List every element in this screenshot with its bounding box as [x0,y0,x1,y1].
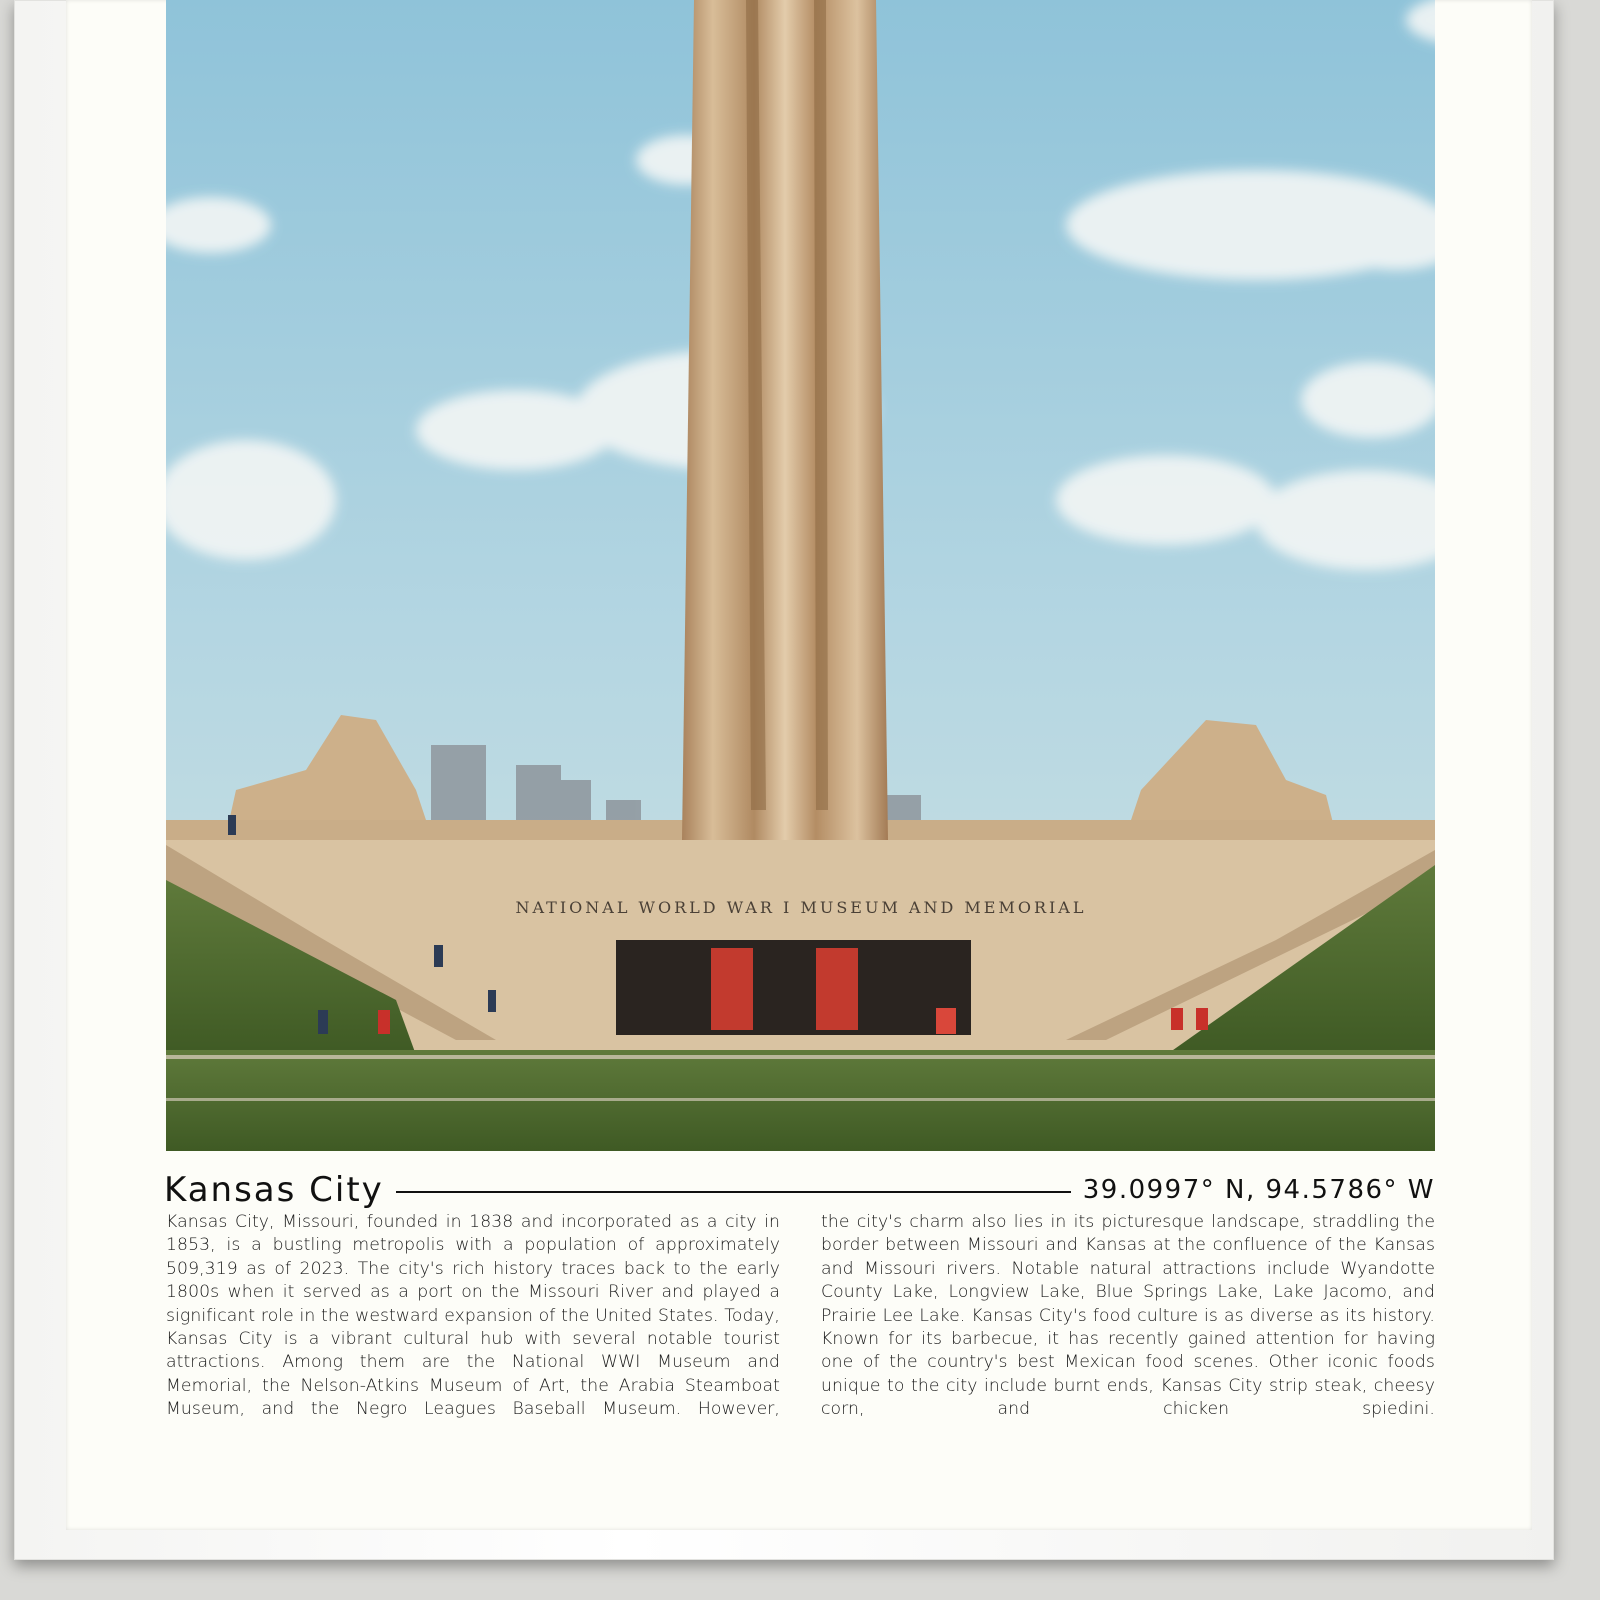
title-divider-line [396,1191,1071,1193]
coordinates-label: 39.0997° N, 94.5786° W [1082,1175,1435,1205]
memorial-inscription: NATIONAL WORLD WAR I MUSEUM AND MEMORIAL [515,898,1087,917]
description-right-column: the city's charm also lies in its picturesque landscape, straddling the border between Missouri and Kansas at the confluence of the Kansas and Missouri rivers. Notable natural attractions include Wyandotte County Lake, Longview Lake, Blue Springs Lake, Lake Jacomo, and Prairie Lee Lake. Kansas City's food culture is as diverse as its history. Known for its barbecue, it has recently gained attention for having one of the country's best Mexican food scenes. Other iconic foods unique to the city include burnt ends, Kansas City strip steak, cheesy corn, and chicken spiedini. [821,1212,1435,1420]
description-columns [166,1211,1435,1421]
memorial-painting [166,0,1435,1151]
memorial-painting-image [166,0,1435,1151]
description-left-column: Kansas City, Missouri, founded in 1838 and incorporated as a city in 1853, is a bustling metropolis with a population of approximately 509,319 as of 2023. The city's rich history traces back to the early 1800s when it served as a port on the Missouri River and played a significant role in the westward expansion of the United States. Today, Kansas City is a vibrant cultural hub with several notable tourist attractions. Among them are the National WWI Museum and Memorial, the Nelson-Atkins Museum of Art, the Arabia Steamboat Museum, and the Negro Leagues Baseball Museum. However, [166,1212,780,1420]
city-title: Kansas City [164,1170,384,1210]
title-row [164,1168,1435,1212]
